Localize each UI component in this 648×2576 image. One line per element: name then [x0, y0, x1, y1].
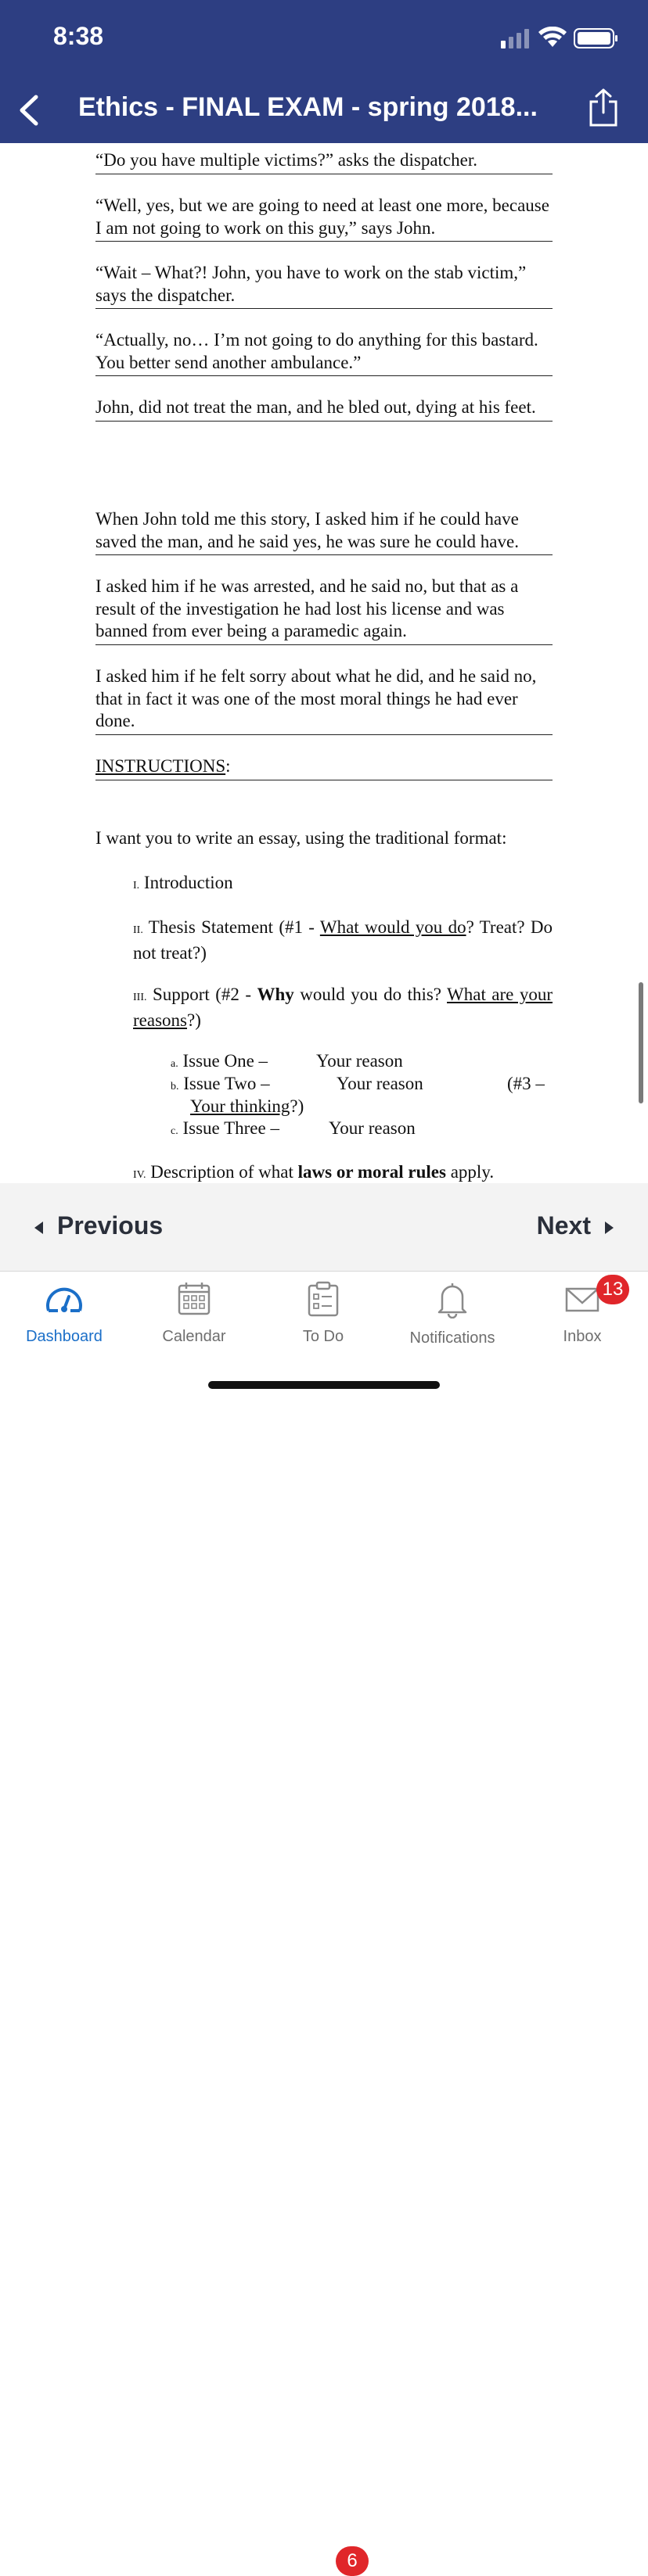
tab-todo[interactable] [261, 1281, 386, 1346]
sub-item-b: b. Issue Two – [171, 1074, 270, 1093]
tab-label: Dashboard [26, 1328, 103, 1345]
dashboard-icon [44, 1281, 85, 1317]
paragraph: When John told me this story, I asked him if he could have saved the man, and he said yes, he was sure he could have. [95, 508, 553, 555]
document-viewer[interactable] [0, 143, 648, 1183]
tab-label: Inbox [563, 1328, 602, 1345]
todo-badge: 6 [336, 2546, 369, 2576]
paragraph: I asked him if he was arrested, and he said no, but that as a result of the investigation he had lost his license and was banned from ever being a paramedic again. [95, 576, 553, 645]
battery-icon [574, 29, 617, 48]
paragraph: John, did not treat the man, and he bled out, dying at his feet. [95, 396, 553, 422]
calendar-icon [177, 1281, 211, 1317]
todo-icon [306, 1281, 340, 1317]
scrollbar[interactable] [639, 982, 643, 1103]
tab-label: To Do [302, 1328, 344, 1345]
wifi-icon [538, 27, 567, 47]
outline-item-1: I. Introduction [133, 873, 233, 892]
paragraph: I asked him if he felt sorry about what he did, and he said no, that in fact it was one of the most moral things he had ever done. [95, 666, 553, 735]
next-button[interactable]: Next [537, 1211, 614, 1240]
outline-item-2: II. Thesis Statement (#1 - What would you do? Treat? Do not treat?) [133, 917, 553, 963]
tab-notifications[interactable] [390, 1281, 515, 1347]
page-navigation [0, 1183, 648, 1272]
sub-item-c-reason: Your reason [329, 1118, 416, 1138]
tab-label: Notifications [409, 1329, 495, 1347]
paragraph: “Well, yes, but we are going to need at least one more, because I am not going to work on this guy,” says John. [95, 195, 553, 242]
paragraph: “Actually, no… I’m not going to do anything for this bastard. You better send another ambulance.” [95, 329, 553, 376]
inbox-badge: 13 [596, 1275, 629, 1304]
outline-item-3: III. Support (#2 - Why would you do this? What are your reasons?) [133, 985, 553, 1030]
share-button[interactable] [587, 88, 620, 128]
share-icon [587, 88, 620, 128]
tab-label: Calendar [162, 1328, 226, 1345]
sub-item-b-thinking: Your thinking?) [190, 1096, 304, 1116]
sub-item-b-reason: Your reason [337, 1074, 423, 1093]
caret-left-icon [34, 1222, 43, 1234]
app-header [0, 0, 648, 143]
sub-item-b-note: (#3 – [507, 1074, 545, 1093]
inbox-icon [563, 1281, 601, 1317]
instructions-intro: I want you to write an essay, using the traditional format: [95, 828, 507, 848]
status-time: 8:38 [53, 22, 104, 50]
signal-icon [501, 29, 529, 48]
caret-right-icon [605, 1222, 614, 1234]
bell-icon [434, 1281, 470, 1318]
sub-item-a-reason: Your reason [316, 1051, 403, 1071]
sub-item-c: c. Issue Three – [171, 1118, 279, 1138]
previous-button[interactable]: Previous [34, 1211, 163, 1240]
instructions-heading: INSTRUCTIONS: [95, 755, 553, 780]
outline-item-4: IV. Description of what laws or moral rules apply. [133, 1162, 495, 1182]
page-title: Ethics - FINAL EXAM - spring 2018... [78, 92, 538, 122]
chevron-left-icon [16, 92, 42, 128]
status-icons [484, 27, 625, 50]
home-indicator [208, 1381, 440, 1389]
tab-calendar[interactable] [131, 1281, 257, 1346]
back-button[interactable] [16, 92, 42, 128]
paragraph: “Wait – What?! John, you have to work on the stab victim,” says the dispatcher. [95, 262, 553, 309]
sub-item-a: a. Issue One – [171, 1051, 268, 1071]
paragraph: “Do you have multiple victims?” asks the dispatcher. [95, 149, 553, 174]
tab-dashboard[interactable] [2, 1281, 127, 1346]
